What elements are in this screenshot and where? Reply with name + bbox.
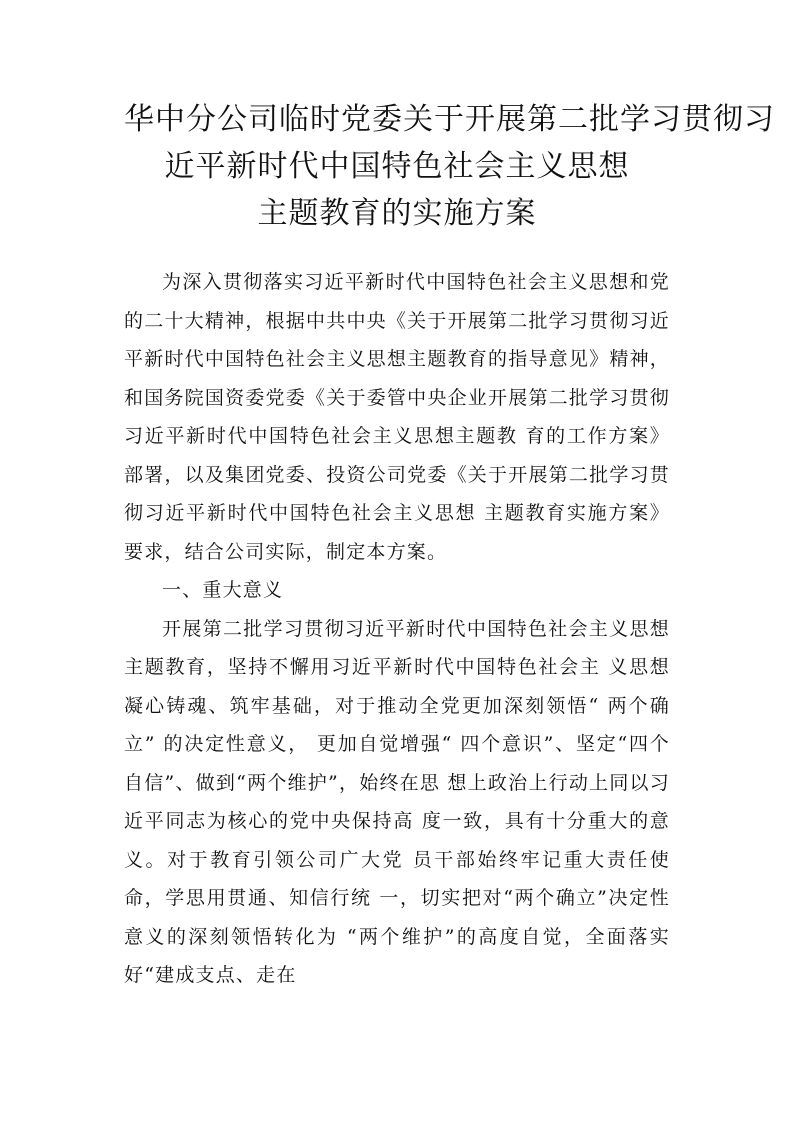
title-line-2: 近平新时代中国特色社会主义思想: [164, 149, 630, 184]
title-line-1: 华中分公司临时党委关于开展第二批学习贯彻习: [124, 102, 775, 137]
section-paragraph-1: 开展第二批学习贯彻习近平新时代中国特色社会主义思想主题教育，坚持不懈用习近平新时代中国特色社会主 义思想凝心铸魂、筑牢基础，对于推动全党更加深刻领悟“ 两个确立” 的决定性意义， 更加自觉增强“ 四个意识”、坚定“四个自信”、做到“两个维护”，始终在思 想上政治上行动上同以习近平同志为核心的党中央保持高 度一致，具有十分重大的意义。对于教育引领公司广大党 员干部始终牢记重大责任使命，学思用贯通、知信行统 一，切实把对“两个确立”决定性意义的深刻领悟转化为 “两个维护”的高度自觉，全面落实好“建成支点、走在: [124, 617, 670, 986]
title-line-3: 主题教育的实施方案: [257, 196, 537, 231]
section-heading-1: 一、重大意义: [162, 579, 284, 601]
intro-paragraph: 为深入贯彻落实习近平新时代中国特色社会主义思想和党的二十大精神，根据中共中央《关于开展第二批学习贯彻习近平新时代中国特色社会主义思想主题教育的指导意见》精神，和国务院国资委党委《关于委管中央企业开展第二批学习贯彻习近平新时代中国特色社会主义思想主题教 育的工作方案》部署，以及集团党委、投资公司党委《关于开展第二批学习贯彻习近平新时代中国特色社会主义思想 主题教育实施方案》要求，结合公司实际，制定本方案。: [124, 271, 670, 563]
document-title: [124, 96, 775, 237]
